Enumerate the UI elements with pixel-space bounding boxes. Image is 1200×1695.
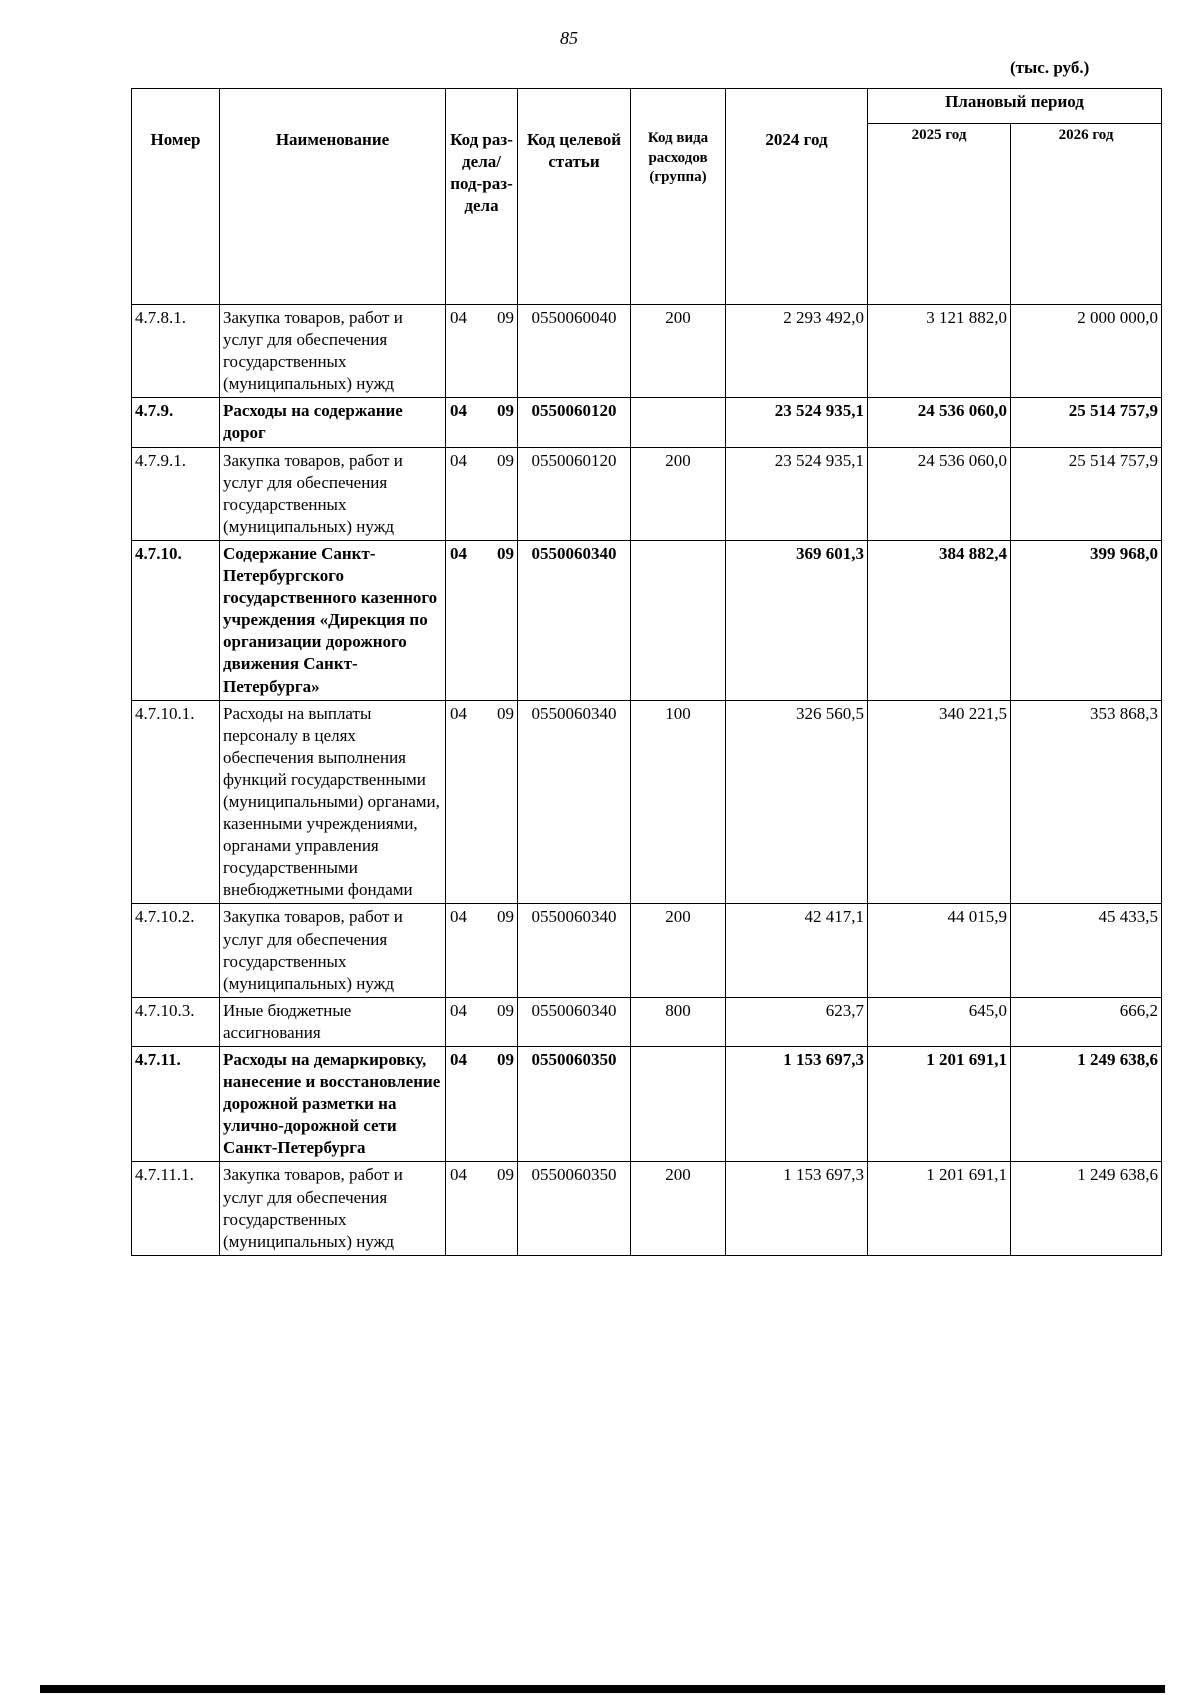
header-year-2025: 2025 год	[868, 124, 1011, 305]
row-subsection: 09	[497, 401, 514, 421]
row-amount-2024: 23 524 935,1	[726, 398, 868, 447]
row-amount-2026: 1 249 638,6	[1011, 1047, 1162, 1162]
row-amount-2024: 1 153 697,3	[726, 1162, 868, 1255]
row-name: Расходы на содержание дорог	[220, 398, 446, 447]
row-section-code	[446, 1047, 518, 1162]
row-amount-2026: 399 968,0	[1011, 540, 1162, 700]
row-target-code: 0550060340	[518, 997, 631, 1046]
row-name: Закупка товаров, работ и услуг для обеспечения государственных (муниципальных) нужд	[220, 904, 446, 997]
row-section: 04	[450, 308, 467, 327]
table-row	[132, 305, 1162, 398]
row-amount-2025: 1 201 691,1	[868, 1047, 1011, 1162]
row-amount-2025: 24 536 060,0	[868, 398, 1011, 447]
row-amount-2024: 23 524 935,1	[726, 447, 868, 540]
table-row	[132, 1162, 1162, 1255]
page-number: 85	[560, 28, 578, 48]
row-amount-2025: 24 536 060,0	[868, 447, 1011, 540]
row-target-code: 0550060120	[518, 447, 631, 540]
row-name: Расходы на демаркировку, нанесение и восстановление дорожной разметки на улично-дорожной сети Санкт-Петербурга	[220, 1047, 446, 1162]
units-label: (тыс. руб.)	[1010, 58, 1090, 77]
row-subsection: 09	[497, 308, 514, 327]
row-section: 04	[450, 703, 467, 723]
table-row	[132, 540, 1162, 700]
row-expense-type: 800	[631, 997, 726, 1046]
row-amount-2026: 353 868,3	[1011, 700, 1162, 904]
row-name: Закупка товаров, работ и услуг для обеспечения государственных (муниципальных) нужд	[220, 447, 446, 540]
row-amount-2025: 1 201 691,1	[868, 1162, 1011, 1255]
table-row	[132, 398, 1162, 447]
header-section-code: Код раз-дела/ под-раз-дела	[446, 89, 518, 305]
row-section: 04	[450, 1000, 467, 1020]
row-target-code: 0550060340	[518, 904, 631, 997]
row-expense-type: 200	[631, 447, 726, 540]
row-amount-2025: 645,0	[868, 997, 1011, 1046]
row-expense-type	[631, 1047, 726, 1162]
row-section: 04	[450, 450, 467, 470]
row-number: 4.7.9.1.	[132, 447, 220, 540]
row-amount-2025: 3 121 882,0	[868, 305, 1011, 398]
row-subsection: 09	[497, 1000, 514, 1020]
row-amount-2024: 42 417,1	[726, 904, 868, 997]
row-expense-type	[631, 540, 726, 700]
row-target-code: 0550060350	[518, 1162, 631, 1255]
row-amount-2024: 623,7	[726, 997, 868, 1046]
row-expense-type: 200	[631, 904, 726, 997]
table-row	[132, 904, 1162, 997]
row-target-code: 0550060120	[518, 398, 631, 447]
row-amount-2026: 25 514 757,9	[1011, 447, 1162, 540]
row-number: 4.7.10.3.	[132, 997, 220, 1046]
header-target-code: Код целевой статьи	[518, 89, 631, 305]
row-subsection: 09	[497, 1165, 514, 1185]
table-row	[132, 700, 1162, 904]
header-number: Номер	[132, 89, 220, 305]
header-year-2024: 2024 год	[726, 89, 868, 305]
row-amount-2024: 1 153 697,3	[726, 1047, 868, 1162]
table-row	[132, 1047, 1162, 1162]
budget-table	[131, 88, 1162, 1256]
row-amount-2026: 25 514 757,9	[1011, 398, 1162, 447]
row-amount-2025: 44 015,9	[868, 904, 1011, 997]
row-section: 04	[450, 1165, 467, 1185]
row-amount-2024: 369 601,3	[726, 540, 868, 700]
row-amount-2026: 45 433,5	[1011, 904, 1162, 997]
row-section-code	[446, 904, 518, 997]
row-name: Закупка товаров, работ и услуг для обеспечения государственных (муниципальных) нужд	[220, 305, 446, 398]
row-subsection: 09	[497, 703, 514, 723]
row-expense-type	[631, 398, 726, 447]
row-section: 04	[450, 1050, 467, 1069]
row-expense-type: 200	[631, 1162, 726, 1255]
row-section: 04	[450, 907, 467, 927]
row-name: Закупка товаров, работ и услуг для обеспечения государственных (муниципальных) нужд	[220, 1162, 446, 1255]
row-section-code	[446, 540, 518, 700]
table-body	[132, 305, 1162, 1256]
table-row	[132, 997, 1162, 1046]
row-target-code: 0550060350	[518, 1047, 631, 1162]
row-number: 4.7.10.	[132, 540, 220, 700]
row-subsection: 09	[497, 1050, 514, 1069]
row-amount-2024: 2 293 492,0	[726, 305, 868, 398]
row-amount-2025: 384 882,4	[868, 540, 1011, 700]
row-target-code: 0550060340	[518, 540, 631, 700]
row-amount-2026: 666,2	[1011, 997, 1162, 1046]
header-name: Наименование	[220, 89, 446, 305]
row-section-code	[446, 305, 518, 398]
row-amount-2026: 2 000 000,0	[1011, 305, 1162, 398]
row-target-code: 0550060040	[518, 305, 631, 398]
row-name: Иные бюджетные ассигнования	[220, 997, 446, 1046]
row-section-code	[446, 700, 518, 904]
row-target-code: 0550060340	[518, 700, 631, 904]
row-expense-type: 200	[631, 305, 726, 398]
bottom-rule	[40, 1685, 1165, 1693]
row-number: 4.7.11.1.	[132, 1162, 220, 1255]
row-section-code	[446, 1162, 518, 1255]
header-year-2026: 2026 год	[1011, 124, 1162, 305]
row-amount-2024: 326 560,5	[726, 700, 868, 904]
row-number: 4.7.10.1.	[132, 700, 220, 904]
row-number: 4.7.9.	[132, 398, 220, 447]
row-number: 4.7.10.2.	[132, 904, 220, 997]
row-section: 04	[450, 401, 467, 421]
row-section-code	[446, 997, 518, 1046]
row-number: 4.7.11.	[132, 1047, 220, 1162]
row-subsection: 09	[497, 450, 514, 470]
table-row	[132, 447, 1162, 540]
row-expense-type: 100	[631, 700, 726, 904]
row-number: 4.7.8.1.	[132, 305, 220, 398]
row-name: Расходы на выплаты персоналу в целях обеспечения выполнения функций государственными (муниципальными) органами, казенными учреждениями, органами управления государственными внебюджетными фондами	[220, 700, 446, 904]
row-section-code	[446, 447, 518, 540]
row-subsection: 09	[497, 543, 514, 563]
row-section: 04	[450, 543, 467, 563]
row-amount-2026: 1 249 638,6	[1011, 1162, 1162, 1255]
row-subsection: 09	[497, 907, 514, 927]
row-name: Содержание Санкт-Петербургского государственного казенного учреждения «Дирекция по организации дорожного движения Санкт-Петербурга»	[220, 540, 446, 700]
header-planning-period: Плановый период	[868, 89, 1162, 124]
header-expense-type: Код вида расходов (группа)	[631, 89, 726, 305]
row-section-code	[446, 398, 518, 447]
row-amount-2025: 340 221,5	[868, 700, 1011, 904]
